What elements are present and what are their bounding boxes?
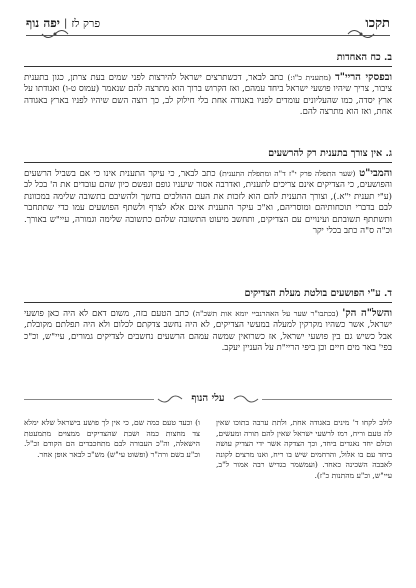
page-number: תקכו bbox=[365, 16, 390, 31]
section-heading-c: ג. אין צורך בתענית רק להרשעים bbox=[24, 148, 392, 163]
section-lead: והמבי"ט bbox=[359, 168, 393, 179]
book-title: יפה נוף bbox=[26, 15, 60, 30]
section-text: כתב לבאר, דכשתרצים ישראל להירצות לפני שמים בעת צרתן, כגון בתענית ציבור, צריך שיהיו פושעי ישראל ביחד עמהם, ואז הקרוש ברוך הוא מתרצה להם שנאמר (עמוס ט-ו) ואגודתו על ארץ יסדה, כמו שהעליונים עומדים לפניו באגודה אחת בלי חילוק לב, כך רוצה השם שיהיו לפניו בארץ באגודה אחת, ואז הוא מתרצה להם. bbox=[24, 73, 392, 118]
section-body-c bbox=[24, 168, 392, 237]
section-lead: והשל"ה הק' bbox=[342, 308, 393, 319]
section-source: (שער התפלה פרק י"ז ד"ה ומתפלת התענית) bbox=[219, 169, 356, 178]
chapter-label: פרק לז bbox=[71, 16, 101, 30]
footnote-rule-left bbox=[24, 399, 154, 400]
section-text: כתב לבאר, כי עיקר התענית אינו כי אם בשביל הרשעים והפושעים, כי הצדיקים אינם צריכים לתענית, ואדרבה אסור שיעניו גופם ונפשם כיון שהם עובדים את ה' בכל לב (ע"י תענית י"א.), וצורך התענית להם הוא לזכות את העם ההולכים בחשך ולהשיבם בתשובה שלימה במכוונת לבם בדברי תוכחותיהם ומוסריהם, וא"כ עיקר התענית אינם אלא לצרף ולשתף הפושעים עמו כדי שתתחבר ותשתתף תשובתם ועינויים עם הצדיקים, ותחשב מיעוט התשובה שלהם כתשובה שלימה וגמורה, עיי"ש באורך. וכ"ה ס"ה כתב בכלי יקר bbox=[24, 169, 392, 237]
header-ornament-left-icon bbox=[40, 27, 70, 41]
footnote-ornament-left-icon bbox=[156, 392, 184, 406]
footnotes-title: עלי הנוף bbox=[191, 393, 225, 404]
footnote-column-right: לולב לקחו ד' מינים באגודה אחת, ולתת ערבה בתוכו שאין לה טעם וריח, רמז לרשעי ישראל שאין להם תורה ומעשים, וכולם יחד נאגדים ביחד, וכך הצדקה אשר ידי הצדיק עושה ביחד עם בו אלול, והרחמים שיש בו ריח, ואנו מרצים לקונה לאבבה השכינה כאחד. (ועמשמר בגדיש רבה אמור ל"ב, עיי"ש, וכ"ע מהתנות כ"ז). bbox=[216, 418, 392, 480]
section-text: כתב הטעם בזה, משום דאם לא היה כאן פושעי ישראל, אשר כשהיו מקרקין למעלה במעשי הצדיקים, לא היה נחשב צדקתם לכלום ולא היה תפלתם מקובלת, אבל כשיש גם בין פושעי ישראל, אז כשרואין שמשה עמהם הרשעים נחשבים לצדיקים גמורים, עיי"ש, וכ"כ בפי' באר מים חיים וכן ביפי הריי"ת על העניין יעקב. bbox=[24, 309, 392, 354]
section-body-b bbox=[24, 72, 392, 119]
section-body-d bbox=[24, 308, 392, 355]
footnote-column-left: ו) וכעד טעם כמה שם, כי אין לך פושע בישראל שלא ימלא צד מחצות כמה ושבת שהצדיקים ממצוים מתמעטת הישאלה, וה"כ העבורה לבם מתחכבדים הם הקודם זכ"ל. וכ"ע בשם ורה"ר (ופשוט עי"ש) מש"כ לבאר אופן אחר. bbox=[24, 418, 200, 459]
section-lead: ובפסקי הריי"ד bbox=[334, 72, 393, 83]
header-separator: | bbox=[63, 17, 68, 29]
section-source: (בכתבו"ר שער על האהרנביי יומא אות תשכ"ה) bbox=[192, 309, 339, 318]
header-rule bbox=[26, 35, 390, 36]
section-source: (מתענית כ"ו:) bbox=[287, 73, 332, 82]
header-ornament-right-icon bbox=[346, 27, 376, 41]
section-heading-d: ד. ע"י הפושעים בולטת מעלת הצדיקים bbox=[24, 288, 392, 303]
page-header bbox=[26, 14, 390, 32]
section-heading-b: ב. כח האחדות bbox=[24, 52, 392, 67]
